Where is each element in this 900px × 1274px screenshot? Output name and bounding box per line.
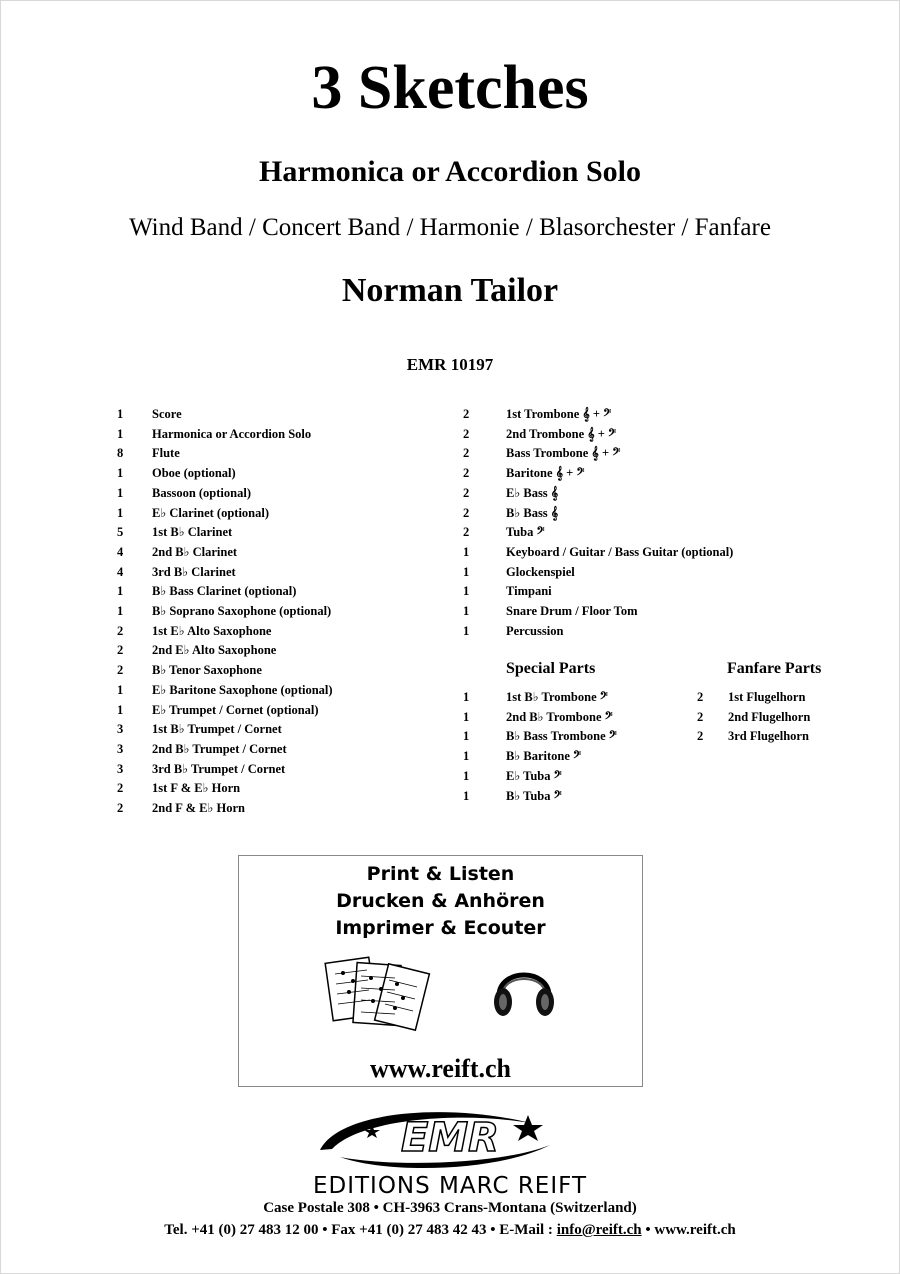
part-quantity: 2 [463, 426, 470, 441]
emr-logo [300, 1105, 580, 1175]
part-quantity: 1 [117, 682, 124, 697]
part-quantity: 8 [117, 446, 124, 461]
part-quantity: 1 [463, 604, 470, 618]
part-quantity: 2 [117, 663, 124, 678]
promo-line-english: Print & Listen [366, 863, 515, 885]
part-quantity: 1 [463, 544, 470, 559]
part-quantity: 1 [117, 584, 124, 599]
part-name: 1st B♭ Trumpet / Cornet [152, 722, 282, 737]
part-name: B♭ Soprano Saxophone (optional) [152, 604, 332, 618]
part-quantity: 3 [117, 722, 124, 737]
part-quantity: 1 [117, 426, 124, 441]
part-name: 3rd B♭ Trumpet / Cornet [152, 761, 286, 776]
part-name: 1st Flugelhorn [728, 690, 806, 704]
part-quantity: 2 [463, 505, 470, 520]
part-quantity: 1 [463, 729, 470, 744]
part-quantity: 1 [463, 749, 470, 764]
part-quantity: 4 [117, 544, 124, 559]
part-quantity: 3 [117, 761, 124, 776]
part-name: Score [152, 407, 182, 421]
page-title: 3 Sketches [311, 54, 589, 122]
promo-line-german: Drucken & Anhören [336, 890, 545, 912]
part-quantity: 2 [697, 709, 704, 724]
part-quantity: 1 [463, 709, 470, 724]
part-name: B♭ Bass Clarinet (optional) [152, 584, 297, 599]
part-name: E♭ Tuba 𝄢 [506, 768, 562, 783]
part-name: 2nd E♭ Alto Saxophone [152, 643, 277, 658]
part-quantity: 1 [463, 623, 470, 638]
part-quantity: 4 [117, 564, 124, 579]
part-name: E♭ Clarinet (optional) [152, 505, 270, 520]
part-quantity: 1 [117, 604, 124, 618]
part-quantity: 2 [117, 643, 124, 658]
part-name: 1st E♭ Alto Saxophone [152, 623, 272, 638]
part-name: Bassoon (optional) [152, 485, 251, 500]
part-name: 2nd Trombone 𝄞 + 𝄢 [506, 426, 617, 441]
sheet-music-icon [323, 954, 433, 1036]
part-name: Baritone 𝄞 + 𝄢 [506, 466, 585, 481]
part-name: B♭ Bass 𝄞 [506, 505, 559, 520]
part-quantity: 2 [117, 623, 124, 638]
part-quantity: 1 [117, 407, 124, 421]
part-quantity: 2 [697, 729, 704, 744]
part-name: B♭ Baritone 𝄢 [506, 749, 582, 764]
special-parts-heading: Special Parts [506, 660, 596, 677]
part-name: E♭ Baritone Saxophone (optional) [152, 682, 333, 697]
part-name: 2nd Flugelhorn [728, 709, 811, 724]
promo-line-french: Imprimer & Ecouter [335, 917, 546, 939]
part-name: 1st Trombone 𝄞 + 𝄢 [506, 407, 612, 421]
part-quantity: 2 [117, 781, 124, 796]
part-quantity: 1 [463, 690, 470, 704]
part-name: Glockenspiel [506, 564, 575, 579]
headphones-icon [489, 956, 559, 1022]
part-name: 1st B♭ Clarinet [152, 525, 233, 540]
part-quantity: 2 [117, 801, 124, 815]
part-name: B♭ Tenor Saxophone [152, 663, 262, 678]
publisher-name: EDITIONS MARC REIFT [312, 1173, 588, 1199]
part-quantity: 2 [463, 485, 470, 500]
composer-name: Norman Tailor [341, 272, 559, 309]
part-name: Keyboard / Guitar / Bass Guitar (optional) [506, 544, 734, 559]
part-name: Snare Drum / Floor Tom [506, 604, 638, 618]
fanfare-parts-heading: Fanfare Parts [727, 660, 822, 677]
part-quantity: 1 [117, 702, 124, 717]
emr-logo-text: EMR [401, 1115, 499, 1161]
page-subtitle: Harmonica or Accordion Solo [259, 155, 641, 188]
publisher-address: Case Postale 308 • CH-3963 Crans-Montana (Switzerland) [263, 1200, 637, 1216]
promo-url-link[interactable]: www.reift.ch [369, 1054, 512, 1083]
part-name: 2nd B♭ Trombone 𝄢 [506, 709, 613, 724]
part-quantity: 2 [463, 466, 470, 481]
part-quantity: 3 [117, 741, 124, 756]
part-name: Bass Trombone 𝄞 + 𝄢 [506, 446, 621, 461]
ensemble-list: Wind Band / Concert Band / Harmonie / Blasorchester / Fanfare [129, 214, 771, 241]
part-name: Percussion [506, 623, 564, 638]
part-quantity: 1 [463, 768, 470, 783]
part-name: B♭ Bass Trombone 𝄢 [506, 729, 617, 744]
part-name: 2nd F & E♭ Horn [152, 801, 245, 815]
part-quantity: 1 [117, 485, 124, 500]
part-name: Timpani [506, 584, 552, 599]
part-name: E♭ Bass 𝄞 [506, 485, 559, 500]
contact-phone-fax: Tel. +41 (0) 27 483 12 00 • Fax +41 (0) 27 483 42 43 • E-Mail : [164, 1222, 557, 1238]
part-quantity: 1 [463, 584, 470, 599]
catalog-number: EMR 10197 [406, 355, 494, 374]
print-listen-box[interactable] [238, 855, 643, 1087]
part-quantity: 1 [463, 788, 470, 803]
part-name: 2nd B♭ Trumpet / Cornet [152, 741, 287, 756]
part-name: 1st F & E♭ Horn [152, 781, 241, 796]
part-quantity: 1 [117, 505, 124, 520]
part-quantity: 2 [463, 525, 470, 540]
part-name: Tuba 𝄢 [506, 525, 545, 540]
part-name: 3rd B♭ Clarinet [152, 564, 236, 579]
part-quantity: 1 [463, 564, 470, 579]
part-quantity: 5 [117, 525, 124, 540]
part-name: E♭ Trumpet / Cornet (optional) [152, 702, 319, 717]
part-name: Flute [152, 446, 180, 461]
publisher-contact [0, 1221, 900, 1239]
part-name: 1st B♭ Trombone 𝄢 [506, 690, 608, 704]
part-name: 2nd B♭ Clarinet [152, 544, 238, 559]
part-quantity: 2 [463, 446, 470, 461]
part-name: Oboe (optional) [152, 466, 236, 481]
part-quantity: 2 [697, 690, 704, 704]
part-quantity: 2 [463, 407, 470, 421]
part-quantity: 1 [117, 466, 124, 481]
part-name: 3rd Flugelhorn [728, 729, 809, 744]
contact-website: • www.reift.ch [641, 1222, 736, 1238]
contact-email-link[interactable]: info@reift.ch [556, 1222, 642, 1238]
part-name: B♭ Tuba 𝄢 [506, 788, 562, 803]
part-name: Harmonica or Accordion Solo [152, 426, 312, 441]
